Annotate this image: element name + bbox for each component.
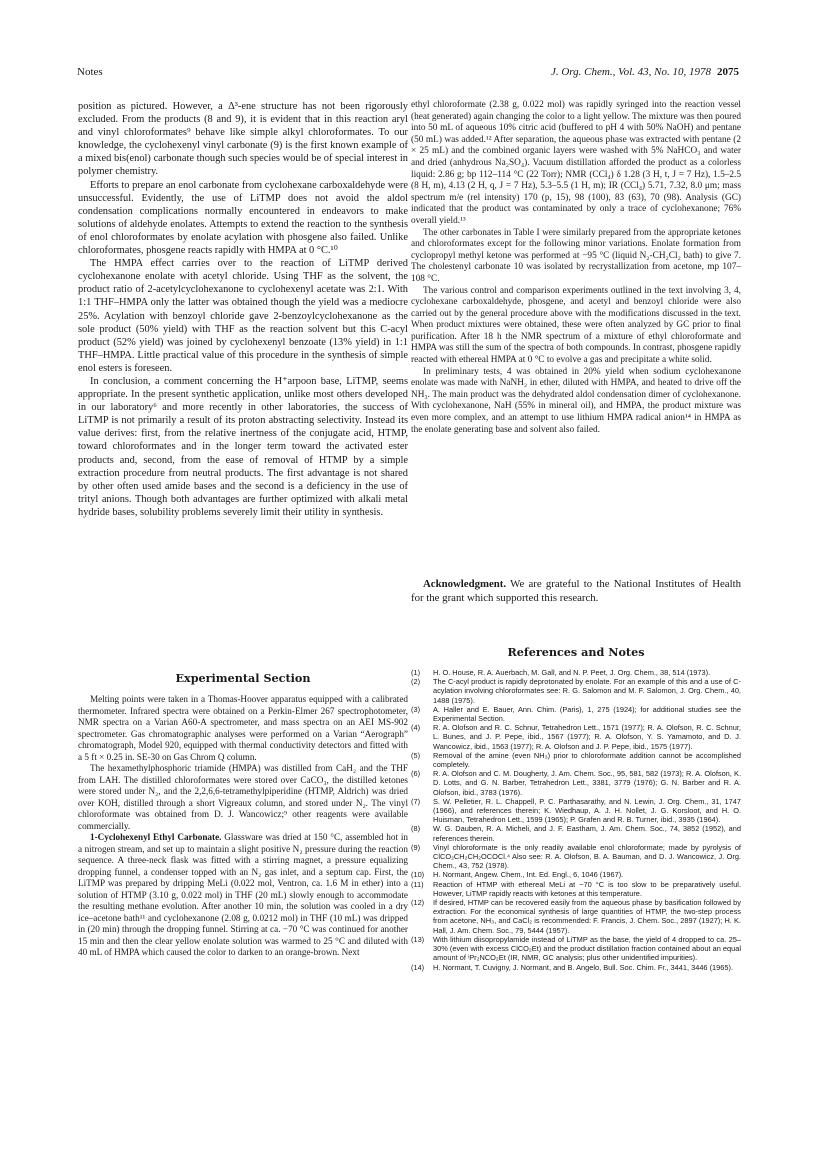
reference-number: (10) — [411, 870, 425, 880]
reference-text: Reaction of HTMP with ethereal MeLi at −70 °C is too slow to be preparatively useful. However, LiTMP rapidly reacts with ketones at this temperature. — [433, 879, 741, 898]
reference-number: (8) — [411, 824, 421, 834]
journal-citation: J. Org. Chem., Vol. 43, No. 10, 1978 — [550, 66, 711, 78]
reference-number: (13) — [411, 934, 425, 944]
reference-number: (9) — [411, 842, 421, 852]
references-list — [411, 668, 741, 972]
reference-item — [411, 668, 741, 677]
acknowledgment — [411, 578, 741, 605]
reference-item — [411, 797, 741, 825]
right-column — [411, 100, 741, 436]
acknowledgment-heading: Acknowledgment. — [423, 578, 507, 590]
reference-number: (1) — [411, 668, 421, 677]
body-paragraph: In conclusion, a comment concerning the H⁺arpoon base, LiTMP, seems appropriate. In the present synthetic application, unlike most others developed in our laboratory⁶ and more recently in other laboratories, the success of LiTMP is not primarily a result of its proton abstracting selectivity. Instead its value derives: first, from the relative inertness of the conjugate acid, HTMP, toward chloroformates and in the longer term toward the activated ester products and, second, from the ease of removal of HTMP by a simple extraction procedure from neutral products. The first advantage is not shared by other often used amide bases and the second is a deficiency in the use of trityl anions. Though both advantages are further optimized with alkali metal hydride bases, solubility problems severely limit their utility in synthesis. — [78, 375, 408, 518]
left-column — [78, 100, 408, 519]
reference-text: H. Normant, T. Cuvigny, J. Normant, and B. Angelo, Bull. Soc. Chim. Fr., 3441, 3446 (1965). — [433, 962, 734, 972]
body-paragraph: Efforts to prepare an enol carbonate from cyclohexane carboxaldehyde were unsuccessful. Evidently, the use of LiTMP does not avoid the aldol condensation complications normally encountered in endeavors to make solutions of aldehyde enolates. Attempts to extend the reaction to the synthesis of enol chloroformates by enolate acylation with phosgene also failed. Unlike chloroformates, phosgene reacts rapidly with HMPA at 0 °C.¹⁰ — [78, 179, 408, 257]
procedure-heading: 1-Cyclohexenyl Ethyl Carbonate. — [90, 832, 222, 842]
reference-item — [411, 898, 741, 935]
experimental-section-title: Experimental Section — [175, 671, 311, 685]
reference-item — [411, 751, 741, 769]
reference-item — [411, 843, 741, 871]
reference-text: R. A. Olofson and C. M. Dougherty, J. Am. Chem. Soc., 95, 581, 582 (1973); R. A. Olofson, K. D. Lotts, and G. N. Barber, Tetrahedron Lett., 3381, 3779 (1976); G. N. Barber and R. A. Olofson, ibid., 3783 (1976). — [433, 769, 741, 797]
reference-number: (5) — [411, 750, 421, 760]
experimental-paragraph: The hexamethylphosphoric triamide (HMPA) was distilled from CaH₂ and the THF from LAH. The distilled chloroformates were stored over CaCO₃, the distilled ketones were stored under N₂, and the 2,2,6,6-tetramethylpiperidine (HTMP, Aldrich) was dried over KOH, distilled through a short Vigreaux column, and stored under N₂. The vinyl chloroformate was obtained from D. J. Wancowicz;⁹ other reagents were available commercially. — [78, 763, 408, 831]
body-paragraph: The other carbonates in Table I were similarly prepared from the appropriate ketones and chloroformates except for the following minor variations. Enolate formation from cyclopropyl methyl ketone was performed at −95 °C (liquid N₂-CH₂Cl₂ bath) to give 7. The cholestenyl carbonate 10 was isolated by recrystallization from acetone, mp 107–108 °C. — [411, 227, 741, 284]
reference-item — [411, 935, 741, 963]
reference-item — [411, 880, 741, 898]
reference-text: H. O. House, R. A. Auerbach, M. Gall, and N. P. Peet, J. Org. Chem., 38, 514 (1973). — [433, 668, 711, 677]
body-paragraph: position as pictured. However, a Δ³-ene structure has not been rigorously excluded. From the products (8 and 9), it is evident that in this reaction aryl and vinyl chloroformates⁹ behave like simple alkyl chloroformates. To our knowledge, the cyclohexenyl vinyl carbonate (9) is the first known example of a mixed bis(enol) carbonate though such species would be of special interest in polymer chemistry. — [78, 101, 408, 178]
body-paragraph: ethyl chloroformate (2.38 g, 0.022 mol) was rapidly syringed into the reaction vessel (heat generated) again changing the color to a light yellow. The mixture was then poured into 50 mL of aqueous 10% citric acid (buffered to pH 4 with 50% NaOH) and pentane (50 mL) was added.¹² After separation, the aqueous phase was extracted with pentane (2 × 25 mL) and the combined organic layers were washed with 5% NaHCO₃ and water and dried (anhydrous Na₂SO₄). Vacuum distillation afforded the product as a colorless liquid: 2.86 g; bp 112–114 °C (22 Torr); NMR (CCl₄) δ 1.28 (3 H, t, J = 7 Hz), 1.5–2.5 (8 H, m), 4.13 (2 H, q, J = 7 Hz), 5.3–5.5 (1 H, m); IR (CCl₄) 5.71, 7.32, 8.0 μm; mass spectrum m/e (rel intensity) 170 (p, 15), 98 (100), 83 (63), 70 (98). Analysis (GC) indicated that the product was contaminated by only a trace of cyclohexanone; 76% overall yield.¹³ — [411, 100, 741, 226]
running-header-journal — [551, 66, 739, 78]
procedure-text: Glassware was dried at 150 °C, assembled hot in a nitrogen stream, and set up to maintain a slight positive N₂ pressure during the reaction sequence. A three-neck flask was fitted with a stirring magnet, a pressure equalizing dropping funnel, a condenser topped with an N₂ gas inlet, and a septum cap. First, the LiTMP was prepared by dripping MeLi (0.022 mol, Ventron, ca. 1.6 M in ether) into a solution of HTMP (3.10 g, 0.022 mol) in THF (20 mL) slowly enough to accommodate the resulting methane evolution. After another 10 min, the solution was cooled in a dry ice–acetone bath¹¹ and cyclohexanone (2.08 g, 0.0212 mol) in THF (10 mL) was dripped in (20 min) through the dropping funnel. Stirring at ca. −70 °C was continued for another 15 min and then the clear yellow enolate solution was warmed to 25 °C and diluted with 40 mL of HMPA which caused the color to darken to an orange-brown. Next — [78, 832, 408, 957]
reference-number: (14) — [411, 962, 425, 972]
reference-text: If desired, HTMP can be recovered easily from the aqueous phase by basification followed by extraction. For the economical synthesis of large quantities of HTMP, the two-step process from acetone, NH₃, and CaCl₂ is recommended: F. Francis, J. Chem. Soc., 2897 (1927); H. K. Hall, J. Am. Chem. Soc., 79, 5444 (1957). — [433, 898, 741, 935]
references-heading-wrap — [411, 645, 741, 659]
experimental-body — [78, 694, 408, 959]
reference-item — [411, 963, 741, 972]
reference-text: With lithium diisopropylamide instead of LiTMP as the base, the yield of 4 dropped to ca. 25–30% (even with excess ClCO₂Et) and the product distillation fraction contained about an equal amount of ⁱPr₂NCO₂Et (IR, NMR, GC analysis; plus other unidentified impurities). — [433, 934, 741, 963]
page-number: 2075 — [717, 66, 739, 78]
reference-text: S. W. Pelletier, R. L. Chappell, P. C. Parthasarathy, and N. Lewin, J. Org. Chem., 31, 1747 (1966), and references therein; K. Wiedhaup, A. J. H. Nollet, J. G. Korsloot, and H. O. Huisman, Tetrahedron Lett., 1599 (1965); P. Grafen and R. B. Turner, ibid., 3935 (1964). — [433, 796, 741, 825]
body-paragraph: The various control and comparison experiments outlined in the text involving 3, 4, cyclohexane carboxaldehyde, phosgene, and acetyl and benzoyl chloride were also carried out by the general procedure above with the modifications discussed in the text. When product mixtures were obtained, these were often analyzed by GC prior to final purification. After 18 h the NMR spectrum of a mixture of ethyl chloroformate and HMPA was still the sum of the spectra of both compounds. In contrast, phosgene rapidly reacted with ethereal HMPA at 0 °C to evolve a gas and precipitate a white solid. — [411, 285, 741, 366]
experimental-paragraph: Melting points were taken in a Thomas-Hoover apparatus equipped with a calibrated thermometer. Infrared spectra were obtained on a Perkin-Elmer 267 spectrophotometer, NMR spectra on a Varian A60-A spectrometer, and mass spectra on an AEI MS-902 spectrometer. Gas chromatographic analyses were performed on a Varian “Aerograph” chromatograph, Model 920, equipped with thermal conductivity detectors and fitted with a 5 ft × 0.25 in. SE-30 on Gas Chrom Q column. — [78, 694, 408, 762]
reference-text: H. Normant, Angew. Chem., Int. Ed. Engl., 6, 1046 (1967). — [433, 870, 624, 880]
reference-item — [411, 677, 741, 705]
reference-text: Vinyl chloroformate is the only readily available enol chloroformate; made by pyrolysis of ClCO₂CH₂CH₂OCOCl.⁴ Also see: R. A. Olofson, B. A. Bauman, and D. J. Wancowicz, J. Org. Chem., 43, 752 (1978). — [433, 842, 741, 871]
reference-text: R. A. Olofson and R. C. Schnur, Tetrahedron Lett., 1571 (1977); R. A. Olofson, R. C. Schnur, L. Bunes, and J. P. Pepe, ibid., 1567 (1977); R. A. Olofson, Y. S. Yamamoto, and D. J. Wancowicz, ibid., 1563 (1977); R. A. Olofson and J. P. Pepe, ibid., 1575 (1977). — [433, 723, 741, 751]
reference-number: (3) — [411, 704, 421, 714]
reference-item — [411, 769, 741, 797]
reference-text: W. G. Dauben, R. A. Micheli, and J. F. Eastham, J. Am. Chem. Soc., 74, 3852 (1952), and references therein. — [433, 824, 741, 843]
body-paragraph: The HMPA effect carries over to the reaction of LiTMP derived cyclohexanone enolate with acetyl chloride. Using THF as the solvent, the product ratio of 2-acetylcyclohexanone to cyclohexenyl acetate was 2:1. With 1:1 THF–HMPA only the latter was obtained though the yield was a mediocre 25%. Acylation with benzoyl chloride gave 2-benzoylcyclohexanone as the sole product (50% yield) with THF as the reaction solvent but this C-acyl product (52% yield) was joined by cyclohexenyl benzoate (13% yield) in 1:1 THF–HMPA. Little practical value of this procedure in the synthesis of simple enol esters is foreseen. — [78, 258, 408, 374]
reference-number: (4) — [411, 723, 421, 733]
experimental-procedure — [78, 832, 408, 959]
experimental-section-heading-wrap — [78, 671, 408, 685]
reference-item — [411, 870, 741, 879]
reference-item — [411, 723, 741, 751]
reference-text: A. Haller and E. Bauer, Ann. Chim. (Paris), 1, 275 (1924); for additional studies see the Experimental Section. — [433, 704, 741, 724]
reference-number: (6) — [411, 769, 421, 779]
reference-number: (7) — [411, 796, 421, 806]
running-header-section: Notes — [77, 66, 103, 78]
references-title: References and Notes — [507, 645, 645, 659]
reference-number: (2) — [411, 677, 421, 687]
reference-item — [411, 705, 741, 723]
reference-item — [411, 824, 741, 842]
reference-number: (12) — [411, 898, 425, 908]
acknowledgment-text: We are grateful to the National Institutes of Health for the grant which supported this research. — [411, 578, 741, 604]
reference-text: The C-acyl product is rapidly deprotonated by enolate. For an example of this and a use of C-acylation involving chloroformates see: R. G. Salomon and M. F. Salomon, J. Org. Chem., 40, 1488 (1975). — [433, 677, 741, 705]
reference-text: Removal of the amine (even NH₃) prior to chloroformate addition cannot be accomplished completely. — [433, 750, 741, 770]
reference-number: (11) — [411, 879, 424, 889]
body-paragraph: In preliminary tests, 4 was obtained in 20% yield when sodium cyclohexanone enolate was made with NaNH₂ in ether, diluted with HMPA, and heated to drive off the NH₃. The main product was the dehydrated aldol condensation dimer of cyclohexanone. With cyclohexanone, NaH (55% in mineral oil), and HMPA, the product mixture was even more complex, and an attempt to use lithium HMPA radical anion¹⁴ in HMPA as the enolate generating base and solvent also failed. — [411, 366, 741, 435]
